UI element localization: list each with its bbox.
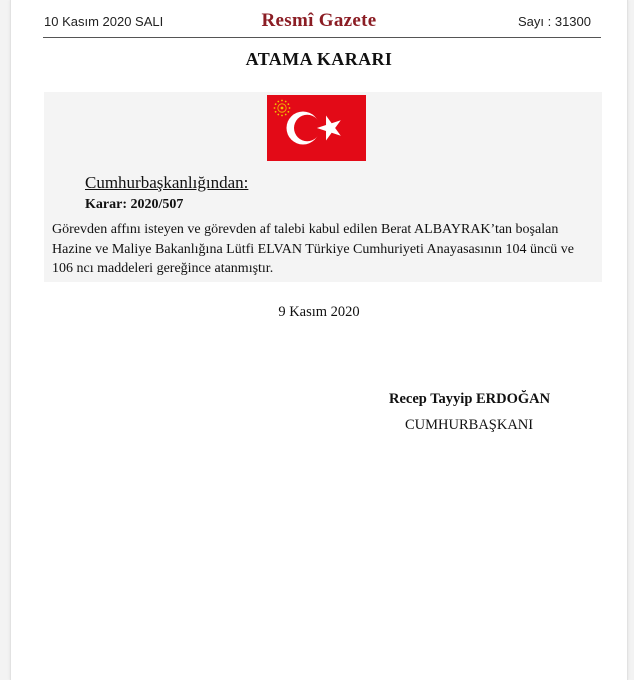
signer-name: Recep Tayyip ERDOĞAN: [389, 391, 551, 407]
decree-number: Karar: 2020/507: [85, 197, 184, 212]
header-divider: [43, 37, 601, 38]
gazette-page: [10, 0, 628, 680]
body-line: Hazine ve Maliye Bakanlığına Lütfi ELVAN Türkiye Cumhuriyeti Anayasasının 104 üncü ve: [52, 241, 574, 257]
body-line: 106 ncı maddeleri gereğince atanmıştır.: [52, 261, 274, 276]
section-title: ATAMA KARARI: [245, 49, 393, 69]
signer-title: CUMHURBAŞKANI: [405, 417, 534, 433]
flag-crescent-inner: [294, 115, 320, 141]
body-line: Görevden affını isteyen ve görevden af talebi kabul edilen Berat ALBAYRAK’tan boşalan: [52, 222, 559, 237]
turkish-flag-icon: [267, 95, 366, 161]
issuer-heading: Cumhurbaşkanlığından:: [85, 173, 249, 192]
issue-number: Sayı : 31300: [518, 14, 591, 29]
decree-date: 9 Kasım 2020: [278, 304, 360, 320]
gazette-title: Resmî Gazete: [261, 10, 377, 31]
decree-body: [52, 220, 600, 279]
header-date: 10 Kasım 2020 SALI: [44, 14, 164, 29]
